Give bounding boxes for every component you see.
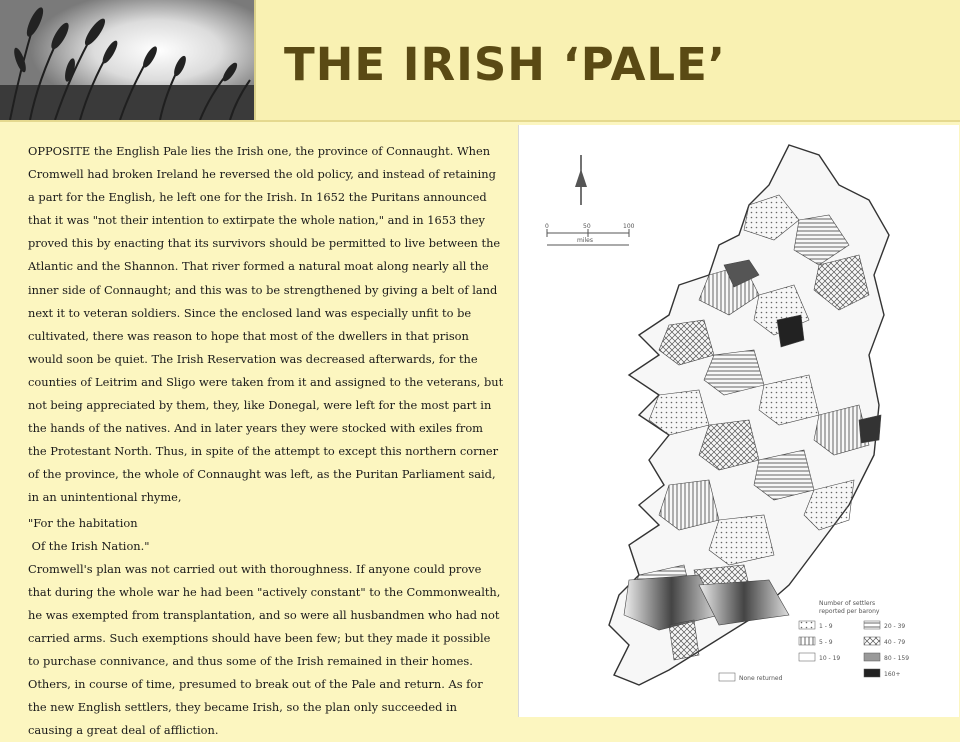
scale-tick-100: 100: [623, 223, 635, 230]
legend-item-1: 1 - 9: [819, 623, 833, 630]
paragraph-connaught: OPPOSITE the English Pale lies the Irish one, the province of Connaught. When Cromwell had broken Ireland he reversed the old policy, and instead of retaining a part for the English, he left one for the Irish. In 1652 the Puritans announced that it was "not their intention to extirpate the whole nation," and in 1653 they proved this by enacting that its survivors should be permitted to live between the Atlantic and the Shannon. That river formed a natural moat along nearly all the inner side of Connaught; and this was to be strengthened by giving a belt of land next it to veteran soldiers. Since the enclosed land was especially unfit to be cultivated, there was reason to hope that most of the dwellers in that prison would soon be quiet. The Irish Reservation was decreased afterwards, for the counties of Leitrim and Sligo were taken from it and assigned to the veterans, but not being appreciated by them, they, like Donegal, were left for the most part in the hands of the natives. And in later years they were stocked with exiles from the Protestant North. Thus, in spite of the attempt to except this northern corner of the province, the whole of Connaught was left, as the Puritan Parliament said, in an unintentional rhyme,: [28, 144, 504, 505]
body-text: [28, 140, 504, 742]
legend-title-line2: reported per barony: [819, 608, 880, 615]
north-arrow-icon: [575, 155, 587, 205]
wheat-field-photo: [0, 0, 254, 120]
ireland-map-graphic: [519, 125, 959, 717]
legend-item-5: 40 - 79: [884, 639, 906, 646]
legend-none-returned: None returned: [739, 675, 783, 682]
legend-item-7: 160+: [884, 671, 901, 678]
header-divider: [254, 0, 256, 120]
scale-miles-label: miles: [577, 237, 593, 244]
wheat-silhouette-graphic: [0, 0, 254, 120]
quote-line-2: Of the Irish Nation.": [28, 538, 150, 553]
paragraph-cromwell-plan: Cromwell's plan was not carried out with thoroughness. If anyone could prove that during the whole war he had been "actively constant" to the Commonwealth, he was exempted from transplantation, and so were all husbandmen who had not carried arms. Such exemptions should have been few; but they made it possible to purchase connivance, and thus some of the Irish remained in their homes. Others, in course of time, presumed to break out of the Pale and return. As for the new English settlers, they became Irish, so the plan only succeeded in causing a great deal of affliction.: [28, 561, 501, 738]
slide-title: THE IRISH ‘PALE’: [284, 38, 726, 91]
header-bottom-rule: [0, 120, 960, 122]
legend-item-4: 20 - 39: [884, 623, 906, 630]
quote-line-1: "For the habitation: [28, 515, 138, 530]
legend-item-3: 10 - 19: [819, 655, 841, 662]
legend-title-line1: Number of settlers: [819, 600, 876, 607]
scale-tick-0: 0: [545, 223, 549, 230]
ireland-settlement-map: [518, 125, 959, 717]
scale-tick-50: 50: [583, 223, 591, 230]
scale-bar: [545, 223, 635, 245]
legend-item-6: 80 - 159: [884, 655, 910, 662]
legend-item-2: 5 - 9: [819, 639, 833, 646]
